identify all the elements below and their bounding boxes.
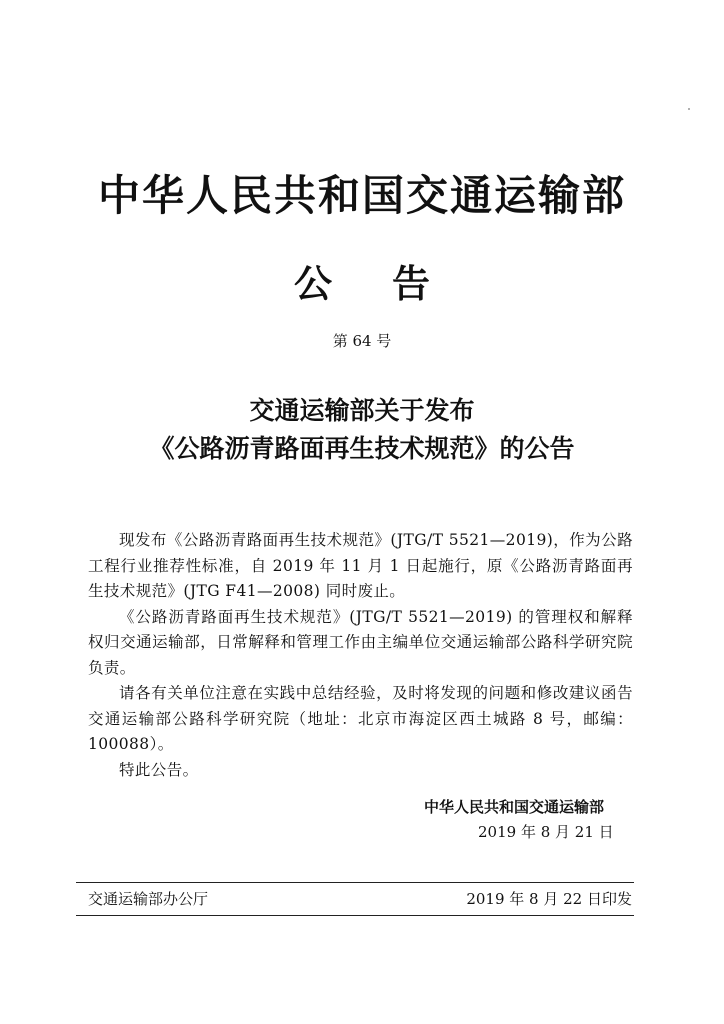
document-number: 第 64 号 xyxy=(332,332,392,350)
body-paragraph-3: 请各有关单位注意在实践中总结经验，及时将发现的问题和修改建议函告交通运输部公路科学研究院（地址：北京市海淀区西土城路 8 号，邮编：100088）。 xyxy=(88,684,633,753)
announcement-body xyxy=(88,528,633,783)
body-paragraph-4: 特此公告。 xyxy=(119,760,199,779)
signatory-organization: 中华人民共和国交通运输部 xyxy=(424,798,605,816)
footer-issuing-office: 交通运输部办公厅 xyxy=(88,890,209,908)
footer-top-rule xyxy=(76,882,634,883)
scan-speck xyxy=(688,108,690,110)
body-paragraph-1: 现发布《公路沥青路面再生技术规范》(JTG/T 5521—2019)，作为公路工程行业推荐性标准，自 2019 年 11 月 1 日起施行，原《公路沥青路面再生技术规范》(JTG F41—2008) 同时废止。 xyxy=(88,531,633,600)
announcement-title xyxy=(0,392,724,468)
body-paragraph-2: 《公路沥青路面再生技术规范》(JTG/T 5521—2019) 的管理权和解释权归交通运输部，日常解释和管理工作由主编单位交通运输部公路科学研究院负责。 xyxy=(88,607,633,677)
issuer-heading: 中华人民共和国交通运输部 xyxy=(97,171,626,220)
footer-bottom-rule xyxy=(76,915,634,916)
document-type-heading: 公告 xyxy=(293,261,490,306)
title-line-1: 交通运输部关于发布 xyxy=(249,396,475,425)
footer-print-date: 2019 年 8 月 22 日印发 xyxy=(466,890,632,908)
title-line-2: 《公路沥青路面再生技术规范》的公告 xyxy=(149,434,575,463)
signature-date: 2019 年 8 月 21 日 xyxy=(478,823,614,841)
